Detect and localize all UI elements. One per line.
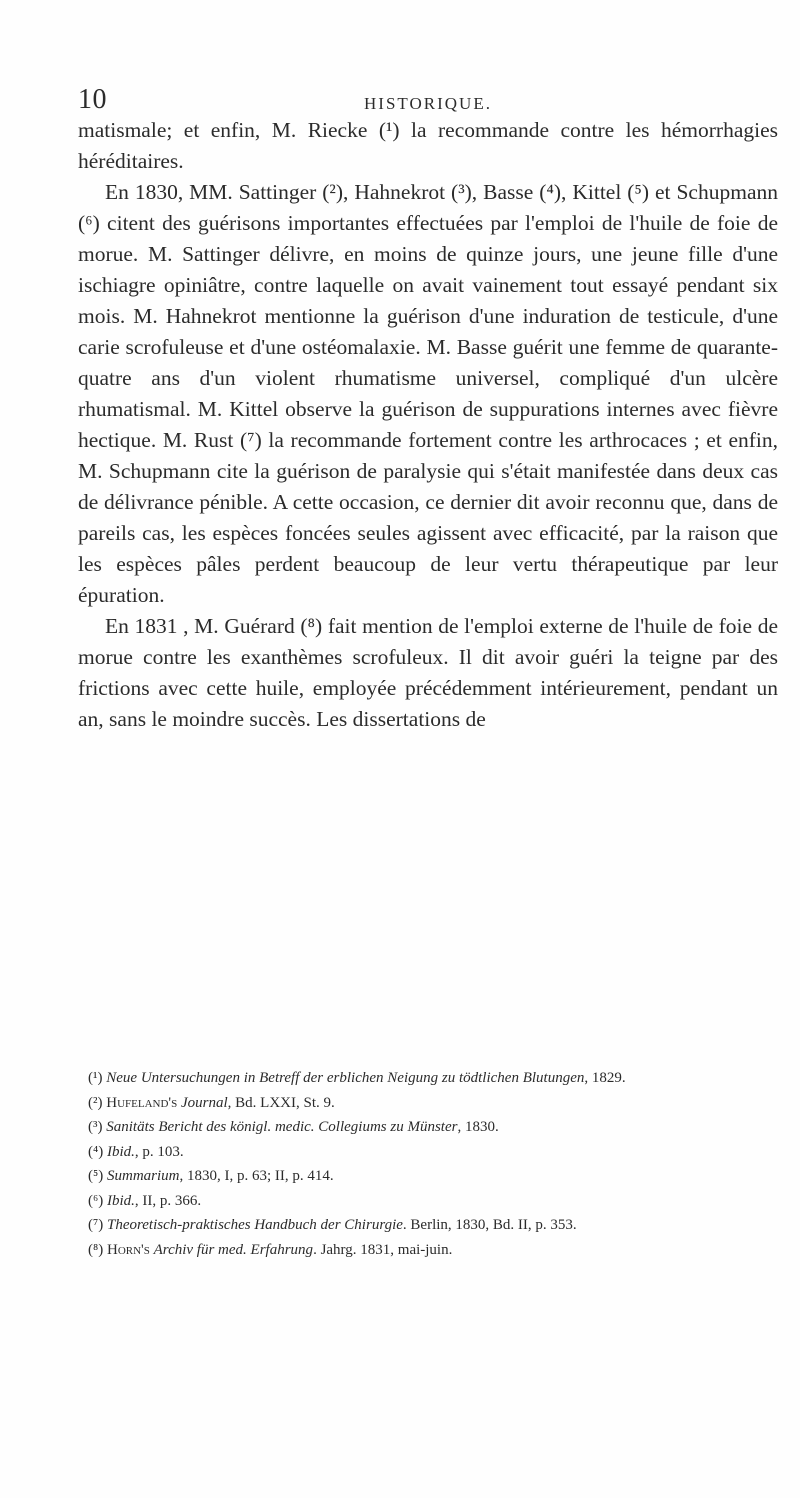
running-title: HISTORIQUE. [364,94,492,113]
footnotes [78,1066,778,1262]
footnote-4: (⁴) Ibid., p. 103. [88,1143,184,1160]
footnote-6: (⁶) Ibid., II, p. 366. [88,1192,202,1209]
footnote-7: (⁷) Theoretisch-praktisches Handbuch der Chirurgie. Berlin, 1830, Bd. II, p. 353. [88,1217,577,1233]
footnote-1: (¹) Neue Untersuchungen in Betreff der erblichen Neigung zu tödtlichen Blutungen, 1829. [88,1070,626,1086]
footnote-8: (⁸) Horn's Archiv für med. Erfahrung. Jahrg. 1831, mai-juin. [88,1241,453,1258]
body-text [78,115,778,735]
footnote-5: (⁵) Summarium, 1830, I, p. 63; II, p. 414. [88,1168,334,1184]
footnote-2: (²) Hufeland's Journal, Bd. LXXI, St. 9. [88,1094,335,1111]
footnote-3: (³) Sanitäts Bericht des königl. medic. Collegiums zu Münster, 1830. [88,1119,499,1135]
paragraph: En 1831 , M. Guérard (⁸) fait mention de l'emploi externe de l'huile de foie de morue contre les exanthèmes scrofuleux. Il dit avoir guéri la teigne par des frictions avec cette huile, employée précédemment intérieurement, pendant un an, sans le moindre succès. Les dissertations de [78,614,778,731]
paragraph: En 1830, MM. Sattinger (²), Hahnekrot (³), Basse (⁴), Kittel (⁵) et Schupmann (⁶) citent des guérisons importantes effectuées par l'emploi de l'huile de foie de morue. M. Sattinger délivre, en moins de quinze jours, une jeune fille d'une ischiagre opiniâtre, contre laquelle on avait vainement tout essayé pendant six mois. M. Hahnekrot mentionne la guérison d'une induration de testicule, d'une carie scrofuleuse et d'une ostéomalaxie. M. Basse guérit une femme de quarante-quatre ans d'un violent rhumatisme universel, compliqué d'un ulcère rhumatismal. M. Kittel observe la guérison de suppurations internes avec fièvre hectique. M. Rust (⁷) la recommande fortement contre les arthrocaces ; et enfin, M. Schupmann cite la guérison de paralysie qui s'était manifestée dans deux cas de délivrance pénible. A cette occasion, ce dernier dit avoir reconnu que, dans de pareils cas, les espèces foncées seules agissent avec efficacité, par la raison que les espèces pâles perdent beaucoup de leur vertu thérapeutique par leur épuration. [78,180,778,607]
paragraph: matismale; et enfin, M. Riecke (¹) la recommande contre les hémorrhagies héréditaires. [78,118,778,173]
page-number: 10 [78,84,107,115]
